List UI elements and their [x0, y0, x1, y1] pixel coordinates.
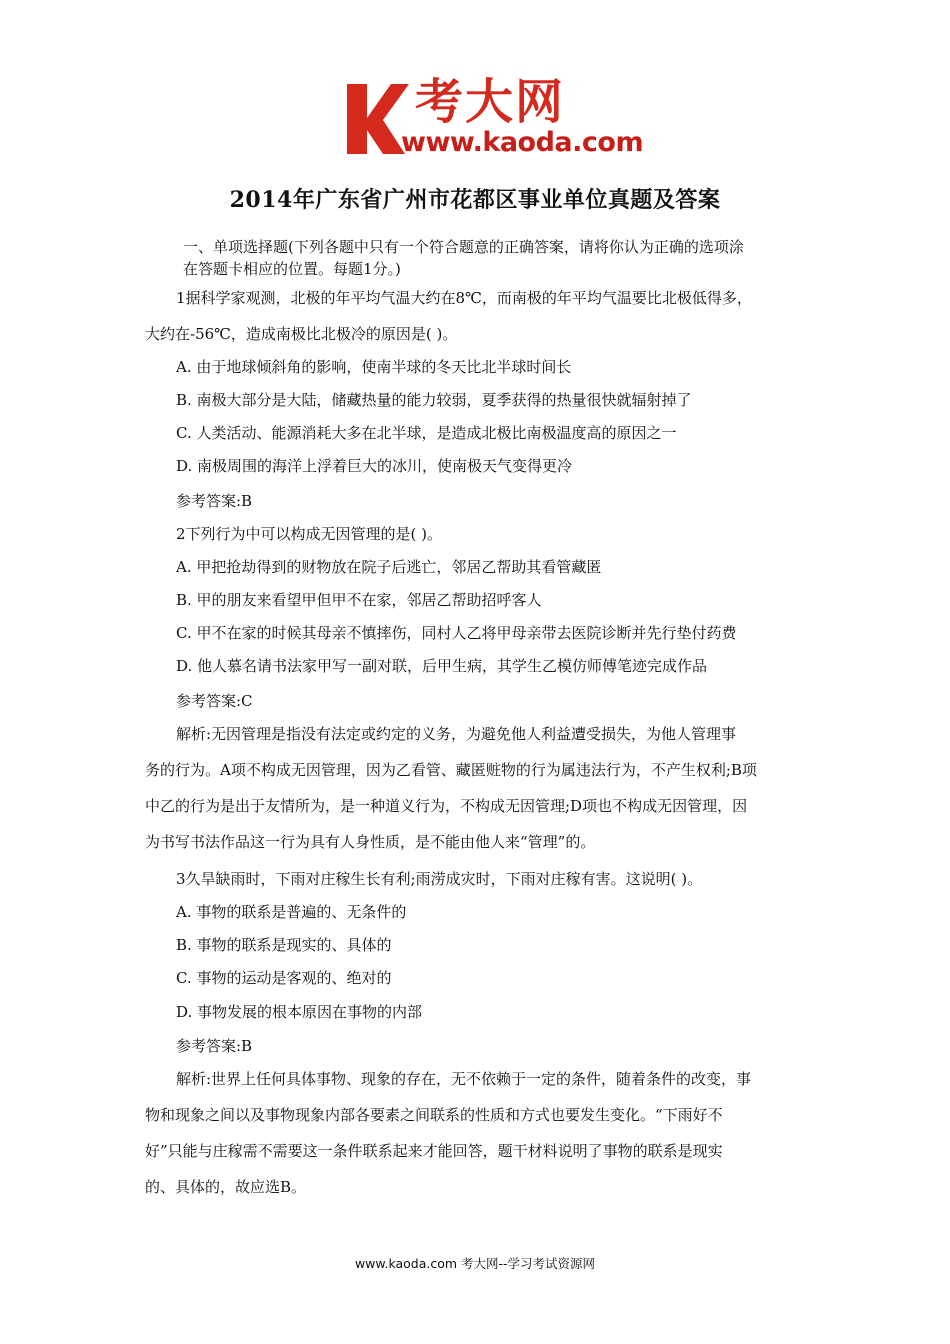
logo-url: www.kaoda.com [401, 127, 644, 158]
q3-option-d: D. 事物发展的根本原因在事物的内部 [176, 1003, 423, 1021]
section-heading-line1: 一、单项选择题(下列各题中只有一个符合题意的正确答案，请将你认为正确的选项涂 [183, 238, 744, 256]
q1-option-b: B. 南极大部分是大陆，储藏热量的能力较弱，夏季获得的热量很快就辐射掉了 [176, 391, 692, 409]
q2-option-d: D. 他人慕名请书法家甲写一副对联，后甲生病，其学生乙模仿师傅笔迹完成作品 [176, 657, 708, 675]
q2-explanation-line1: 解析:无因管理是指没有法定或约定的义务，为避免他人利益遭受损失，为他人管理事 [176, 725, 737, 743]
q2-explanation-line4: 为书写书法作品这一行为具有人身性质，是不能由他人来“管理”的。 [145, 833, 596, 851]
q2-answer: 参考答案:C [176, 692, 253, 710]
q3-option-c: C. 事物的运动是客观的、绝对的 [176, 969, 392, 987]
section-heading-line2: 在答题卡相应的位置。每题1分。) [183, 260, 401, 278]
q3-answer: 参考答案:B [176, 1037, 253, 1055]
q1-answer: 参考答案:B [176, 492, 253, 510]
kaoda-logo [343, 74, 663, 164]
q2-option-b: B. 甲的朋友来看望甲但甲不在家，邻居乙帮助招呼客人 [176, 591, 542, 609]
q3-explanation-line4: 的、具体的，故应选B。 [145, 1178, 307, 1196]
q2-explanation-line2: 务的行为。A项不构成无因管理，因为乙看管、藏匿赃物的行为属违法行为，不产生权利;B项 [145, 761, 757, 779]
q2-explanation-line3: 中乙的行为是出于友情所为，是一种道义行为，不构成无因管理;D项也不构成无因管理，因 [145, 797, 748, 815]
q3-explanation-line1: 解析:世界上任何具体事物、现象的存在，无不依赖于一定的条件，随着条件的改变，事 [176, 1070, 752, 1088]
q1-stem-line2: 大约在-56℃，造成南极比北极冷的原因是( )。 [145, 325, 458, 343]
page-title: 2014年广东省广州市花都区事业单位真题及答案 [229, 187, 721, 213]
q3-option-b: B. 事物的联系是现实的、具体的 [176, 936, 392, 954]
q3-stem: 3久旱缺雨时，下雨对庄稼生长有利;雨涝成灾时，下雨对庄稼有害。这说明( )。 [176, 870, 703, 888]
logo-chinese-name: 考大网 [415, 74, 566, 130]
q1-option-a: A. 由于地球倾斜角的影响，使南半球的冬天比北半球时间长 [176, 358, 572, 376]
q2-option-a: A. 甲把抢劫得到的财物放在院子后逃亡，邻居乙帮助其看管藏匿 [176, 558, 602, 576]
q1-option-c: C. 人类活动、能源消耗大多在北半球，是造成北极比南极温度高的原因之一 [176, 424, 677, 442]
q1-stem-line1: 1据科学家观测，北极的年平均气温大约在8℃，而南极的年平均气温要比北极低得多， [176, 289, 752, 307]
q3-explanation-line2: 物和现象之间以及事物现象内部各要素之间联系的性质和方式也要发生变化。“下雨好不 [145, 1106, 723, 1124]
q2-stem: 2下列行为中可以构成无因管理的是( )。 [176, 525, 443, 543]
page-footer: www.kaoda.com 考大网--学习考试资源网 [354, 1256, 596, 1271]
q2-option-c: C. 甲不在家的时候其母亲不慎摔伤，同村人乙将甲母亲带去医院诊断并先行垫付药费 [176, 624, 737, 642]
q1-option-d: D. 南极周围的海洋上浮着巨大的冰川，使南极天气变得更冷 [176, 457, 573, 475]
q3-explanation-line3: 好”只能与庄稼需不需要这一条件联系起来才能回答，题干材料说明了事物的联系是现实 [145, 1142, 723, 1160]
q3-option-a: A. 事物的联系是普遍的、无条件的 [176, 903, 407, 921]
